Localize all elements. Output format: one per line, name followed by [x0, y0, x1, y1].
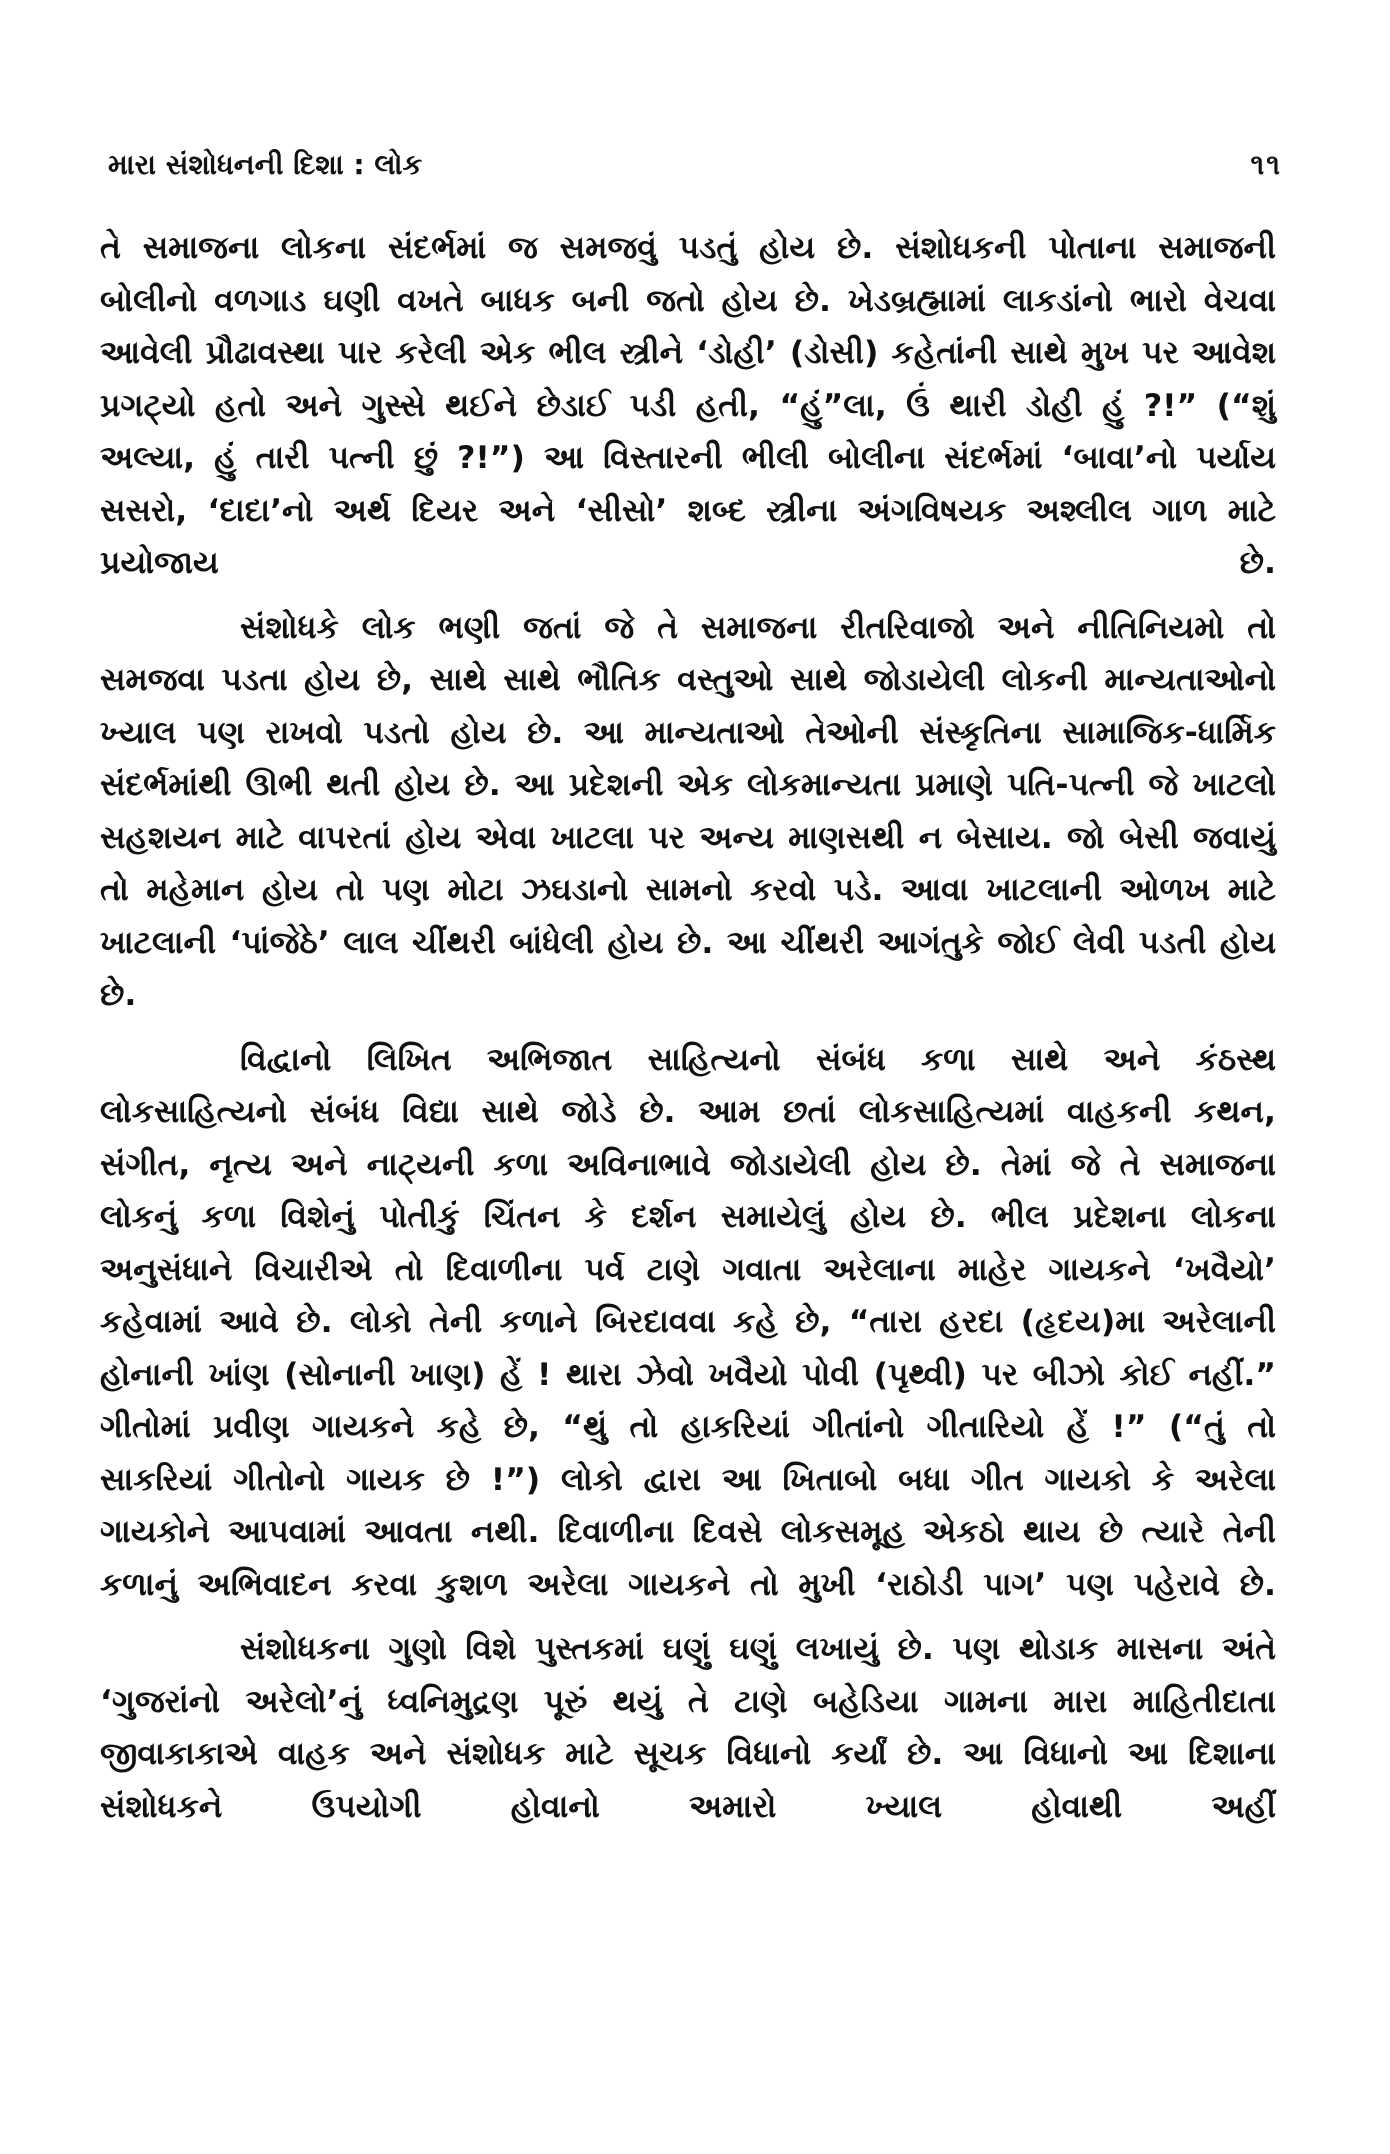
paragraph-3: વિદ્વાનો લિખિત અભિજાત સાહિત્યનો સંબંધ કળા સાથે અને કંઠસ્થ લોકસાહિત્યનો સંબંધ વિદ્યા સાથે જોડે છે. આમ છતાં લોકસાહિત્યમાં વાહકની કથન, સંગીત, નૃત્ય અને નાટ્યની કળા અવિનાભાવે જોડાયેલી હોય છે. તેમાં જે તે સમાજના લોકનું કળા વિશેનું પોતીકું ચિંતન કે દર્શન સમાયેલું હોય છે. ભીલ પ્રદેશના લોકના અનુસંધાને વિચારીએ તો દિવાળીના પર્વ ટાણે ગવાતા અરેલાના માહેર ગાયકને ‘ખવૈયો’ કહેવામાં આવે છે. લોકો તેની કળાને બિરદાવવા કહે છે, “તારા હરદા (હૃદય)મા અરેલાની હોનાની ખાંણ (સોનાની ખાણ) હેં ! થારા ઝેવો ખવૈયો પોવી (પૃથ્વી) પર બીઝો કોઈ નહીં.” ગીતોમાં પ્રવીણ ગાયકને કહે છે, “થું તો હાકરિયાં ગીતાંનો ગીતારિયો હેં !” (“તું તો સાકરિયાં ગીતોનો ગાયક છે !”) લોકો દ્વારા આ ખિતાબો બધા ગીત ગાયકો કે અરેલા ગાયકોને આપવામાં આવતા નથી. દિવાળીના દિવસે લોકસમૂહ એકઠો થાય છે ત્યારે તેની કળાનું અભિવાદન કરવા કુશળ અરેલા ગાયકને તો મુખી ‘રાઠોડી પાગ’ પણ પહેરાવે છે.	[100, 1041, 1276, 1603]
running-header	[108, 148, 1282, 188]
paragraph-1: તે સમાજના લોકના સંદર્ભમાં જ સમજવું પડતું હોય છે. સંશોધકની પોતાના સમાજની બોલીનો વળગાડ ઘણી વખતે બાધક બની જતો હોય છે. ખેડબ્રહ્મામાં લાકડાંનો ભારો વેચવા આવેલી પ્રૌઢાવસ્થા પાર કરેલી એક ભીલ સ્ત્રીને ‘ડોહી’ (ડોસી) કહેતાંની સાથે મુખ પર આવેશ પ્રગટ્યો હતો અને ગુસ્સે થઈને છેડાઈ પડી હતી, “હું”લા, ઉં થારી ડોહી હું ?!” (“શું અલ્યા, હું તારી પત્ની છું ?!”) આ વિસ્તારની ભીલી બોલીના સંદર્ભમાં ‘બાવા’નો પર્યાય સસરો, ‘દાદા’નો અર્થ દિયર અને ‘સીસો’ શબ્દ સ્ત્રીના અંગવિષયક અશ્લીલ ગાળ માટે પ્રયોજાય છે.	[100, 230, 1276, 581]
body-text	[100, 222, 1276, 1845]
running-title: મારા સંશોધનની દિશા : લોક	[108, 148, 423, 181]
paragraph-4: સંશોધકના ગુણો વિશે પુસ્તકમાં ઘણું ઘણું લખાયું છે. પણ થોડાક માસના અંતે ‘ગુજરાંનો અરેલો’નું ધ્વનિમુદ્રણ પૂરું થયું તે ટાણે બહેડિયા ગામના મારા માહિતીદાતા જીવાકાકાએ વાહક અને સંશોધક માટે સૂચક વિધાનો કર્યાં છે. આ વિધાનો આ દિશાના સંશોધકને ઉપયોગી હોવાનો અમારો ખ્યાલ હોવાથી અહીં	[100, 1631, 1276, 1825]
paragraph-2: સંશોધકે લોક ભણી જતાં જે તે સમાજના રીતરિવાજો અને નીતિનિયમો તો સમજવા પડતા હોય છે, સાથે સાથે ભૌતિક વસ્તુઓ સાથે જોડાયેલી લોકની માન્યતાઓનો ખ્યાલ પણ રાખવો પડતો હોય છે. આ માન્યતાઓ તેઓની સંસ્કૃતિના સામાજિક-ધાર્મિક સંદર્ભમાંથી ઊભી થતી હોય છે. આ પ્રદેશની એક લોકમાન્યતા પ્રમાણે પતિ-પત્ની જે ખાટલો સહશયન માટે વાપરતાં હોય એવા ખાટલા પર અન્ય માણસથી ન બેસાય. જો બેસી જવાયું તો મહેમાન હોય તો પણ મોટા ઝઘડાનો સામનો કરવો પડે. આવા ખાટલાની ઓળખ માટે ખાટલાની ‘પાંજેઠે’ લાલ ચીંથરી બાંધેલી હોય છે. આ ચીંથરી આગંતુકે જોઈ લેવી પડતી હોય છે.	[100, 609, 1276, 1013]
page-number: ૧૧	[1250, 148, 1282, 181]
